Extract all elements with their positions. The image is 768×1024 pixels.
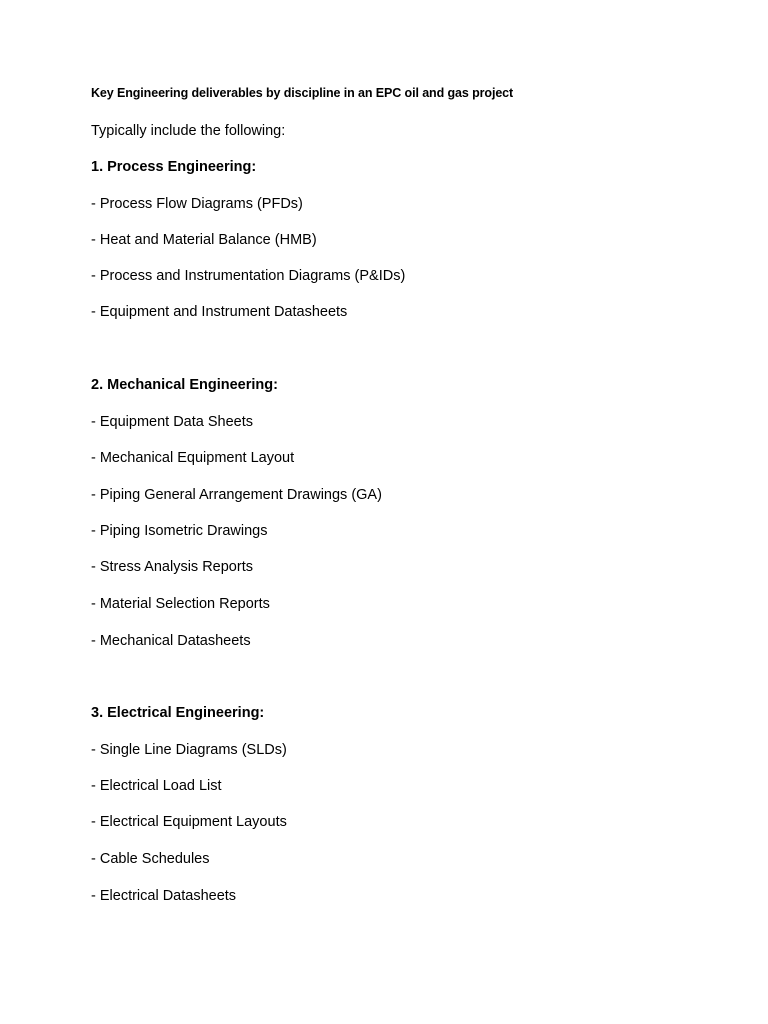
list-item: - Piping Isometric Drawings	[91, 523, 268, 539]
document-title: Key Engineering deliverables by discipline in an EPC oil and gas project	[91, 86, 514, 100]
section-heading-process: 1. Process Engineering:	[91, 159, 257, 175]
list-item: - Mechanical Equipment Layout	[91, 450, 295, 466]
list-item: - Cable Schedules	[91, 851, 210, 867]
intro-text: Typically include the following:	[91, 123, 286, 139]
section-heading-mechanical: 2. Mechanical Engineering:	[91, 377, 278, 393]
list-item: - Process Flow Diagrams (PFDs)	[91, 196, 303, 212]
list-item: - Material Selection Reports	[91, 596, 270, 612]
list-item: - Electrical Equipment Layouts	[91, 814, 287, 830]
list-item: - Equipment Data Sheets	[91, 414, 254, 430]
list-item: - Piping General Arrangement Drawings (GA)	[91, 487, 382, 503]
section-heading-electrical: 3. Electrical Engineering:	[91, 705, 265, 721]
list-item: - Equipment and Instrument Datasheets	[91, 304, 348, 320]
list-item: - Electrical Datasheets	[91, 888, 237, 904]
list-item: - Electrical Load List	[91, 778, 222, 794]
list-item: - Process and Instrumentation Diagrams (P&IDs)	[91, 268, 406, 284]
list-item: - Mechanical Datasheets	[91, 633, 251, 649]
list-item: - Heat and Material Balance (HMB)	[91, 232, 317, 248]
list-item: - Stress Analysis Reports	[91, 559, 253, 575]
list-item: - Single Line Diagrams (SLDs)	[91, 742, 287, 758]
